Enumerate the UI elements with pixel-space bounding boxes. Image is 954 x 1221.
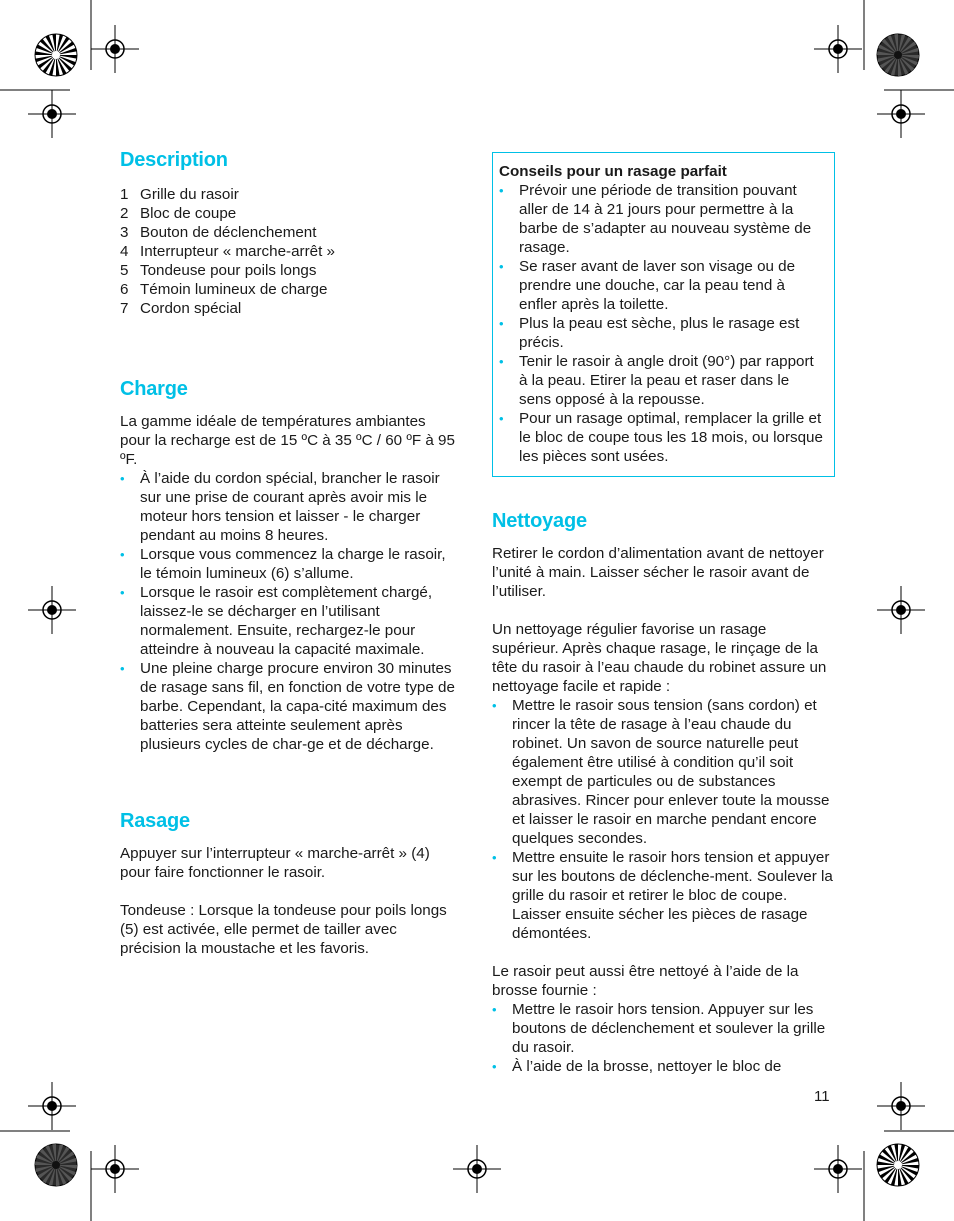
tips-bullet-list bbox=[499, 181, 824, 466]
nettoyage-paragraph-3: Le rasoir peut aussi être nettoyé à l’aide de la brosse fournie : bbox=[492, 963, 799, 999]
registration-mark-icon bbox=[814, 1145, 862, 1193]
charge-bullet-item bbox=[120, 659, 460, 754]
parts-list-item bbox=[120, 204, 460, 223]
parts-list-label: Tondeuse pour poils longs bbox=[140, 262, 317, 279]
registration-mark-icon bbox=[28, 1082, 76, 1130]
parts-list-number: 3 bbox=[120, 224, 129, 241]
tips-bullet-item bbox=[499, 409, 824, 466]
nettoyage-bullet-item bbox=[492, 1000, 835, 1057]
tips-title: Conseils pour un rasage parfait bbox=[499, 163, 727, 180]
charge-bullet-text: Lorsque le rasoir est complètement chargé, laissez-le se décharger en l’utilisant normalement. Ensuite, rechargez-le pour atteindre à nouveau la capacité maximale. bbox=[140, 584, 433, 658]
parts-list-label: Bouton de déclenchement bbox=[140, 224, 317, 241]
bullet-dot-icon: • bbox=[492, 1002, 497, 1017]
bullet-dot-icon: • bbox=[120, 471, 125, 486]
registration-mark-icon bbox=[91, 1145, 139, 1193]
color-bar-starburst-icon bbox=[34, 33, 78, 77]
bullet-dot-icon: • bbox=[492, 1059, 497, 1074]
charge-bullet-text: Lorsque vous commencez la charge le rasoir, le témoin lumineux (6) s’allume. bbox=[140, 546, 446, 582]
registration-mark-icon bbox=[877, 90, 925, 138]
nettoyage-paragraph-2: Un nettoyage régulier favorise un rasage supérieur. Après chaque rasage, le rinçage de la tête du rasoir à l’eau chaude du robinet assure un nettoyage facile et rapide : bbox=[492, 621, 827, 695]
charge-bullet-text: À l’aide du cordon spécial, brancher le rasoir sur une prise de courant après avoir mis le moteur hors tension et laisser - le charger pendant au moins 8 heures. bbox=[140, 470, 440, 544]
bullet-dot-icon: • bbox=[499, 316, 504, 331]
bullet-dot-icon: • bbox=[492, 850, 497, 865]
nettoyage-paragraph-1: Retirer le cordon d’alimentation avant de nettoyer l’unité à main. Laisser sécher le rasoir avant de l’utiliser. bbox=[492, 545, 824, 600]
parts-list bbox=[120, 185, 460, 318]
nettoyage-bullet-text: Mettre ensuite le rasoir hors tension et appuyer sur les boutons de déclenche-ment. Soulever la grille du rasoir et retirer le bloc de coupe. Laisser ensuite sécher les pièces de rasage démontées. bbox=[512, 849, 833, 942]
rasage-paragraph-1: Appuyer sur l’interrupteur « marche-arrêt » (4) pour faire fonctionner le rasoir. bbox=[120, 845, 430, 881]
parts-list-label: Cordon spécial bbox=[140, 300, 242, 317]
nettoyage-bullet-item bbox=[492, 696, 835, 848]
bullet-dot-icon: • bbox=[120, 661, 125, 676]
nettoyage-bullet-text: Mettre le rasoir sous tension (sans cordon) et rincer la tête de rasage à l’eau chaude du robinet. Un savon de source naturelle peut également être utilisé à condition qu’il soit exempt de particules ou de substances abrasives. Rincer pour enlever toute la mousse et laisser le rasoir en marche pendant encore quelques secondes. bbox=[512, 697, 830, 847]
bullet-dot-icon: • bbox=[499, 411, 504, 426]
nettoyage-bullet-item bbox=[492, 1057, 835, 1076]
nettoyage-bullet-text: À l’aide de la brosse, nettoyer le bloc de bbox=[512, 1058, 782, 1075]
nettoyage-bullet-list-1 bbox=[492, 696, 835, 943]
tips-bullet-item bbox=[499, 181, 824, 257]
bullet-dot-icon: • bbox=[120, 585, 125, 600]
tips-bullet-text: Plus la peau est sèche, plus le rasage est précis. bbox=[519, 315, 800, 351]
tips-bullet-text: Se raser avant de laver son visage ou de prendre une douche, car la peau tend à enfler après la toilette. bbox=[519, 258, 796, 313]
parts-list-number: 5 bbox=[120, 262, 129, 279]
parts-list-number: 2 bbox=[120, 205, 129, 222]
parts-list-item bbox=[120, 280, 460, 299]
bullet-dot-icon: • bbox=[492, 698, 497, 713]
tips-bullet-item bbox=[499, 314, 824, 352]
parts-list-number: 7 bbox=[120, 300, 129, 317]
charge-intro: La gamme idéale de températures ambiantes pour la recharge est de 15 ºC à 35 ºC / 60 ºF à 95 ºF. bbox=[120, 413, 455, 468]
charge-bullet-list bbox=[120, 469, 460, 754]
page-number: 11 bbox=[814, 1088, 830, 1105]
parts-list-item bbox=[120, 223, 460, 242]
parts-list-number: 4 bbox=[120, 243, 129, 260]
bullet-dot-icon: • bbox=[499, 259, 504, 274]
tips-bullet-text: Tenir le rasoir à angle droit (90°) par rapport à la peau. Etirer la peau et raser dans le sens opposé à la repousse. bbox=[519, 353, 814, 408]
nettoyage-bullet-list-2 bbox=[492, 1000, 835, 1076]
parts-list-label: Bloc de coupe bbox=[140, 205, 237, 222]
registration-mark-icon bbox=[28, 586, 76, 634]
parts-list-item bbox=[120, 299, 460, 318]
tips-bullet-item bbox=[499, 352, 824, 409]
parts-list-item bbox=[120, 242, 460, 261]
nettoyage-bullet-item bbox=[492, 848, 835, 943]
parts-list-number: 1 bbox=[120, 186, 129, 203]
color-bar-disc-icon bbox=[876, 33, 920, 77]
tips-bullet-text: Pour un rasage optimal, remplacer la grille et le bloc de coupe tous les 18 mois, ou lorsque les pièces sont usées. bbox=[519, 410, 823, 465]
left-column bbox=[120, 147, 460, 958]
charge-bullet-item bbox=[120, 583, 460, 659]
charge-bullet-item bbox=[120, 469, 460, 545]
parts-list-item bbox=[120, 261, 460, 280]
registration-mark-icon bbox=[877, 586, 925, 634]
rasage-paragraph-2: Tondeuse : Lorsque la tondeuse pour poils longs (5) est activée, elle permet de tailler avec précision la moustache et les favoris. bbox=[120, 902, 447, 957]
bullet-dot-icon: • bbox=[499, 183, 504, 198]
registration-mark-icon bbox=[814, 25, 862, 73]
parts-list-item bbox=[120, 185, 460, 204]
tips-bullet-item bbox=[499, 257, 824, 314]
parts-list-label: Interrupteur « marche-arrêt » bbox=[140, 243, 335, 260]
right-column bbox=[492, 152, 835, 1076]
registration-mark-icon bbox=[453, 1145, 501, 1193]
tips-bullet-text: Prévoir une période de transition pouvant aller de 14 à 21 jours pour permettre à la barbe de s’adapter au nouveau système de rasage. bbox=[519, 182, 812, 256]
color-bar-starburst-icon bbox=[876, 1143, 920, 1187]
nettoyage-bullet-text: Mettre le rasoir hors tension. Appuyer sur les boutons de déclenchement et soulever la grille du rasoir. bbox=[512, 1001, 826, 1056]
bullet-dot-icon: • bbox=[499, 354, 504, 369]
rasage-heading: Rasage bbox=[120, 810, 190, 832]
charge-bullet-item bbox=[120, 545, 460, 583]
bullet-dot-icon: • bbox=[120, 547, 125, 562]
registration-mark-icon bbox=[877, 1082, 925, 1130]
charge-heading: Charge bbox=[120, 378, 188, 400]
tips-box bbox=[492, 152, 835, 477]
registration-mark-icon bbox=[28, 90, 76, 138]
parts-list-number: 6 bbox=[120, 281, 129, 298]
registration-mark-icon bbox=[91, 25, 139, 73]
parts-list-label: Témoin lumineux de charge bbox=[140, 281, 328, 298]
nettoyage-heading: Nettoyage bbox=[492, 510, 587, 532]
color-bar-disc-icon bbox=[34, 1143, 78, 1187]
parts-list-label: Grille du rasoir bbox=[140, 186, 239, 203]
description-heading: Description bbox=[120, 149, 228, 171]
charge-bullet-text: Une pleine charge procure environ 30 minutes de rasage sans fil, en fonction de votre type de barbe. Cependant, la capa-cité maximum des batteries sera atteinte seulement après plusieurs cycles de char-ge et de décharge. bbox=[140, 660, 455, 753]
